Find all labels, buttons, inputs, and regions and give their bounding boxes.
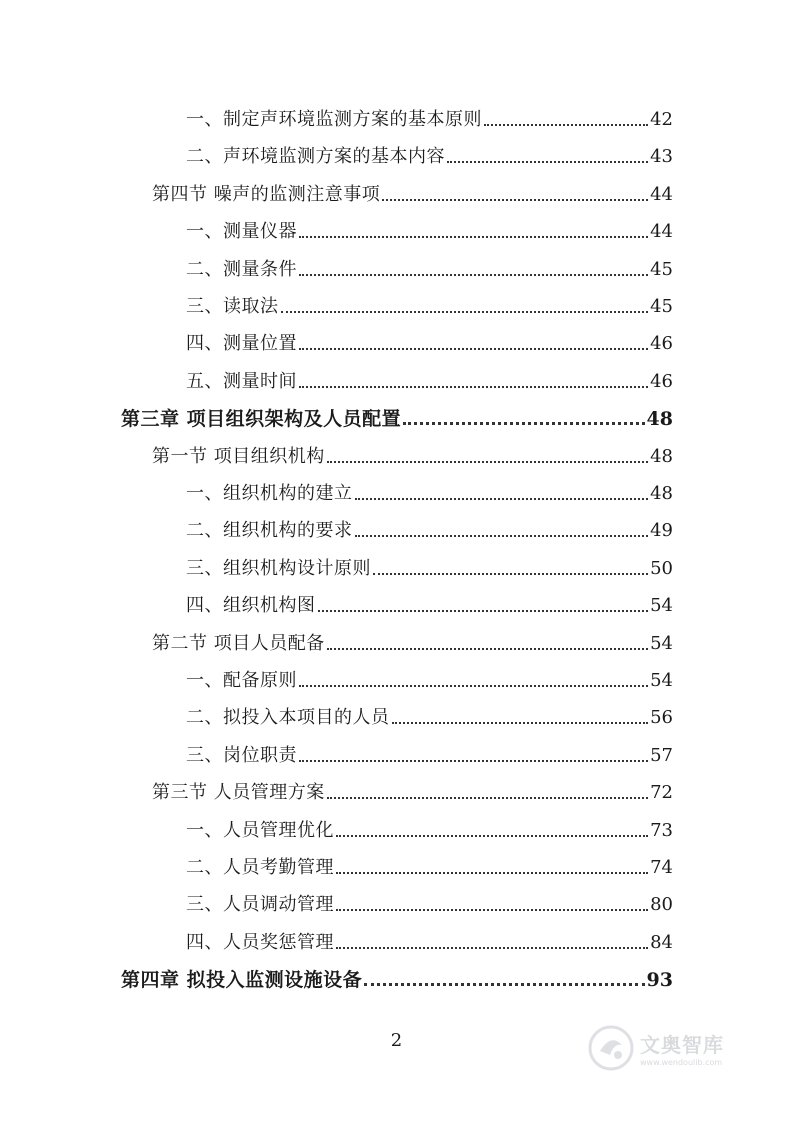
dot-leader xyxy=(364,983,644,986)
toc-entry-title: 四、人员奖惩管理 xyxy=(186,931,334,953)
toc-entry-page: 73 xyxy=(650,819,673,841)
toc-entry-item[interactable] xyxy=(186,924,673,954)
dot-leader xyxy=(447,161,648,163)
dot-leader xyxy=(355,535,649,537)
toc-entry-page: 54 xyxy=(650,595,673,617)
toc-entry-page: 48 xyxy=(650,445,673,467)
toc-entry-title: 三、岗位职责 xyxy=(186,744,297,766)
toc-entry-section[interactable] xyxy=(152,438,673,468)
toc-entry-page: 80 xyxy=(650,894,673,916)
page-number: 2 xyxy=(390,1030,403,1051)
toc-entry-title: 一、人员管理优化 xyxy=(186,819,334,841)
toc-entry-item[interactable] xyxy=(186,699,673,729)
toc-entry-section[interactable] xyxy=(152,176,673,206)
toc-entry-page: 93 xyxy=(646,969,673,992)
dot-leader xyxy=(382,199,648,201)
dot-leader xyxy=(299,685,648,687)
toc-entry-title: 二、测量条件 xyxy=(186,258,297,280)
toc-entry-page: 48 xyxy=(650,483,673,504)
dot-leader xyxy=(318,610,649,612)
toc-entry-section[interactable] xyxy=(152,774,673,804)
toc-entry-page: 44 xyxy=(650,221,673,243)
toc-entry-page: 49 xyxy=(650,520,673,542)
toc-entry-title: 三、组织机构设计原则 xyxy=(186,557,371,579)
toc-entry-page: 42 xyxy=(650,109,673,130)
dot-leader xyxy=(299,236,648,238)
toc-entry-title: 第三章 项目组织架构及人员配置 xyxy=(121,408,402,431)
toc-entry-page: 56 xyxy=(650,707,673,729)
dot-leader xyxy=(336,872,648,874)
dot-leader xyxy=(299,386,648,388)
toc-entry-item[interactable] xyxy=(186,849,673,879)
toc-entry-title: 一、制定声环境监测方案的基本原则 xyxy=(186,109,482,130)
toc-entry-title: 二、拟投入本项目的人员 xyxy=(186,707,390,729)
toc-entry-page: 48 xyxy=(646,408,673,431)
toc-entry-section[interactable] xyxy=(152,625,673,655)
toc-entry-title: 四、测量位置 xyxy=(186,333,297,355)
toc-entry-page: 44 xyxy=(650,183,673,205)
toc-entry-title: 一、配备原则 xyxy=(186,670,297,691)
toc-entry-page: 54 xyxy=(650,632,673,654)
toc-entry-item[interactable] xyxy=(186,325,673,355)
toc-entry-title: 二、人员考勤管理 xyxy=(186,857,334,878)
dot-leader xyxy=(327,797,648,799)
dot-leader xyxy=(336,947,648,949)
toc-entry-item[interactable] xyxy=(186,737,673,767)
toc-entry-item[interactable] xyxy=(186,288,673,318)
watermark-url: www.wendoulib.com xyxy=(640,1058,723,1067)
toc-entry-title: 第四节 噪声的监测注意事项 xyxy=(152,183,381,205)
toc-entry-page: 45 xyxy=(650,258,673,280)
toc-entry-page: 72 xyxy=(650,782,673,804)
dot-leader xyxy=(336,835,648,837)
toc-entry-page: 50 xyxy=(650,557,673,579)
toc-entry-page: 54 xyxy=(650,670,673,691)
toc-entry-item[interactable] xyxy=(186,587,673,617)
watermark-name: 文奥智库 xyxy=(640,1033,724,1057)
toc-entry-title: 一、测量仪器 xyxy=(186,221,297,243)
toc-entry-page: 84 xyxy=(650,931,673,953)
toc-entry-item[interactable] xyxy=(186,886,673,916)
watermark-logo-icon xyxy=(588,1025,634,1071)
dot-leader xyxy=(327,461,648,463)
toc-entry-item[interactable] xyxy=(186,812,673,842)
dot-leader xyxy=(327,648,648,650)
toc-entry-item[interactable] xyxy=(186,475,673,505)
toc-entry-title: 一、组织机构的建立 xyxy=(186,483,353,504)
toc-entry-title: 第一节 项目组织机构 xyxy=(152,445,325,467)
dot-leader xyxy=(299,274,648,276)
toc-entry-page: 46 xyxy=(650,333,673,355)
toc-entry-title: 二、组织机构的要求 xyxy=(186,520,353,542)
dot-leader xyxy=(484,124,648,126)
toc-entry-page: 45 xyxy=(650,296,673,317)
toc-entry-item[interactable] xyxy=(186,101,673,131)
toc-entry-item[interactable] xyxy=(186,251,673,281)
toc-entry-item[interactable] xyxy=(186,512,673,542)
toc-entry-page: 46 xyxy=(650,370,673,392)
toc-entry-item[interactable] xyxy=(186,363,673,393)
toc-entry-item[interactable] xyxy=(186,138,673,168)
toc-entry-title: 三、人员调动管理 xyxy=(186,894,334,916)
dot-leader xyxy=(299,760,648,762)
toc-entry-title: 第四章 拟投入监测设施设备 xyxy=(121,969,363,992)
dot-leader xyxy=(355,498,649,500)
dot-leader xyxy=(299,348,648,350)
toc-entry-page: 43 xyxy=(650,146,673,168)
toc-entry-title: 二、声环境监测方案的基本内容 xyxy=(186,146,445,168)
toc-entry-item[interactable] xyxy=(186,662,673,692)
toc-entry-title: 三、读取法 xyxy=(186,296,279,317)
toc-entry-chapter[interactable] xyxy=(121,400,673,430)
toc-entry-title: 第三节 人员管理方案 xyxy=(152,782,325,804)
toc-entry-item[interactable] xyxy=(186,550,673,580)
toc-entry-title: 四、组织机构图 xyxy=(186,595,316,617)
toc-entry-item[interactable] xyxy=(186,213,673,243)
dot-leader xyxy=(403,422,644,425)
toc-entry-page: 74 xyxy=(650,857,673,878)
dot-leader xyxy=(373,573,648,575)
watermark xyxy=(588,1018,748,1078)
dot-leader xyxy=(281,311,649,313)
dot-leader xyxy=(392,722,649,724)
toc-entry-title: 五、测量时间 xyxy=(186,370,297,392)
dot-leader xyxy=(336,909,648,911)
toc-entry-title: 第二节 项目人员配备 xyxy=(152,632,325,654)
toc-entry-chapter[interactable] xyxy=(121,961,673,991)
toc-entry-page: 57 xyxy=(650,744,673,766)
